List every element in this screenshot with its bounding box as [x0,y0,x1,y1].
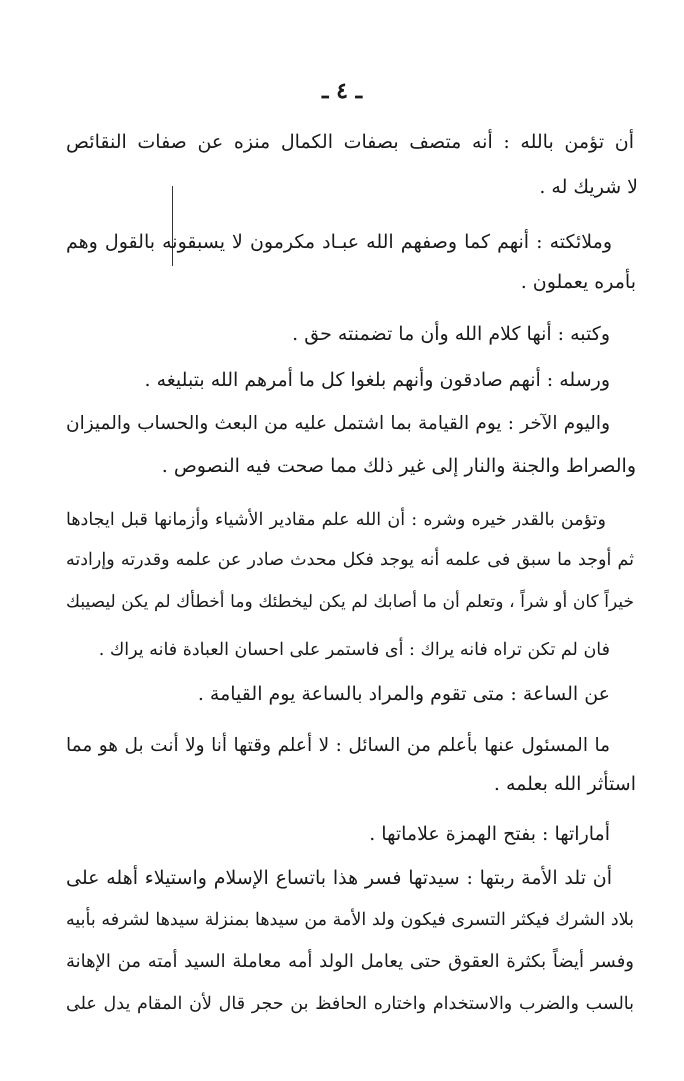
text-line: والصراط والجنة والنار إلى غير ذلك مما صحت فيه النصوص . [161,455,636,477]
text-line: واليوم الآخر : يوم القيامة بما اشتمل عليه من البعث والحساب والميزان [66,413,610,434]
text-line: وكتبه : أنها كلام الله وأن ما تضمنته حق . [292,323,610,345]
text-line: بلاد الشرك فيكثر التسرى فيكون ولد الأمة من سيدها بمنزلة سيدها لشرفه بأبيه [66,910,634,930]
text-line: استأثر الله بعلمه . [493,773,636,795]
text-line: بأمره يعملون . [520,271,636,293]
text-line: خيراً كان أو شراً ، وتعلم أن ما أصابك لم يكن ليخطئك وما أخطأك لم يكن ليصيبك [66,592,634,612]
text-line: بالسب والضرب والاستخدام واختاره الحافظ بن حجر قال لأن المقام يدل على [66,994,634,1014]
text-line: فان لم تكن تراه فانه يراك : أى فاستمر على احسان العبادة فانه يراك . [98,640,610,660]
text-line: وملائكته : أنهم كما وصفهم الله عبـاد مكرمون لا يسبقونه بالقول وهم [66,231,612,253]
text-line: وفسر أيضاً بكثرة العقوق حتى يعامل الولد أمه معاملة السيد أمته من الإهانة [66,951,634,972]
text-line: لا شريك له . [539,176,638,198]
text-line: أن تؤمن بالله : أنه متصف بصفات الكمال منزه عن صفات النقائص [66,131,634,153]
text-line: أن تلد الأمة ربتها : سيدتها فسر هذا باتساع الإسلام واستيلاء أهله على [66,867,612,889]
text-line: عن الساعة : متى تقوم والمراد بالساعة يوم القيامة . [197,683,610,705]
text-line: وتؤمن بالقدر خيره وشره : أن الله علم مقادير الأشياء وأزمانها قبل ايجادها [66,510,606,530]
text-line: ورسله : أنهم صادقون وأنهم بلغوا كل ما أمرهم الله بتبليغه . [144,369,610,391]
page-number: ـ ٤ ـ [321,78,363,104]
text-line: ما المسئول عنها بأعلم من السائل : لا أعلم وقتها أنا ولا أنت بل هو مما [66,735,610,756]
text-line: ثم أوجد ما سبق فى علمه أنه يوجد فكل محدث صادر عن علمه وقدرته وإرادته [66,550,634,570]
text-line: أماراتها : بفتح الهمزة علاماتها . [369,823,610,845]
